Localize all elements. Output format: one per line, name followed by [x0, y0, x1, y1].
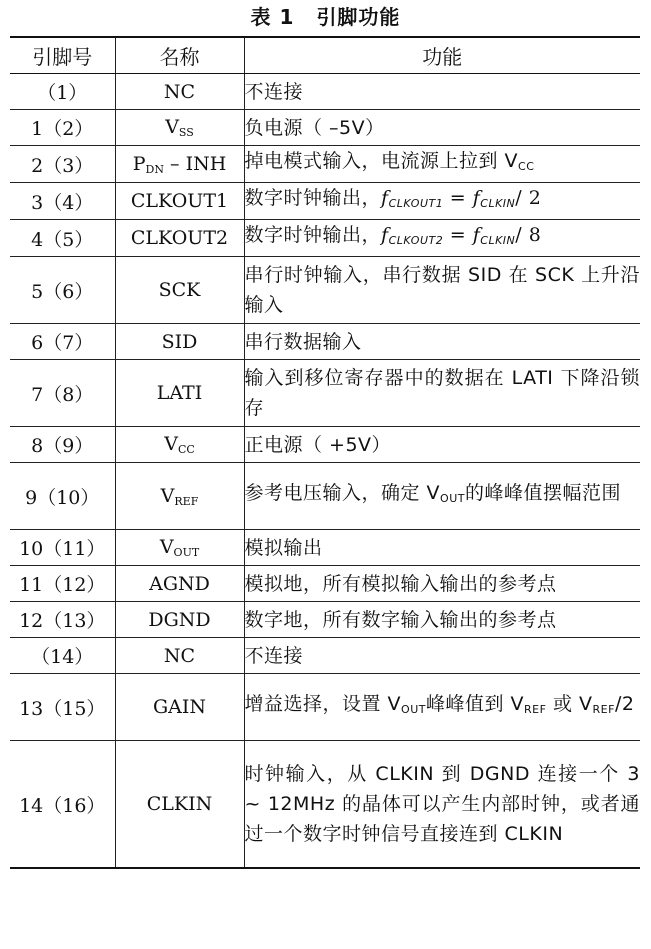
pin-function: 负电源（ –5V） [244, 110, 640, 146]
header-function: 功能 [244, 37, 640, 74]
pin-number: 8（9） [10, 427, 115, 463]
pin-name: NC [115, 74, 244, 110]
table-row [10, 324, 640, 360]
table-row [10, 110, 640, 146]
table-caption [0, 4, 651, 30]
pin-number: 2（3） [10, 146, 115, 183]
pin-name: $V_{SS}$ [115, 110, 244, 146]
pin-function: 参考电压输入，确定 $V_{OUT}$的峰峰值摆幅范围 [244, 463, 640, 530]
header-row [10, 37, 640, 74]
pin-name: SID [115, 324, 244, 360]
pin-function: 输入到移位寄存器中的数据在 LATI 下降沿锁存 [244, 360, 640, 427]
pin-number: 9（10） [10, 463, 115, 530]
pin-name: SCK [115, 257, 244, 324]
pin-function: 数字地，所有数字输入输出的参考点 [244, 602, 640, 638]
pin-function-table [10, 36, 640, 869]
pin-function: 数字时钟输出，$f_{CLKOUT2}$ = $f_{CLKIN}∕$ 8 [244, 220, 640, 257]
table-row [10, 183, 640, 220]
pin-number: （14） [10, 638, 115, 674]
table-row [10, 146, 640, 183]
table-row [10, 741, 640, 869]
pin-number: 1（2） [10, 110, 115, 146]
pin-name: CLKOUT2 [115, 220, 244, 257]
pin-name: $V_{CC}$ [115, 427, 244, 463]
pin-function: 数字时钟输出，$f_{CLKOUT1}$ = $f_{CLKIN}∕$ 2 [244, 183, 640, 220]
pin-number: （1） [10, 74, 115, 110]
pin-number: 11（12） [10, 566, 115, 602]
table-row [10, 638, 640, 674]
pin-function: 掉电模式输入，电流源上拉到 $V_{CC}$ [244, 146, 640, 183]
pin-name: CLKOUT1 [115, 183, 244, 220]
pin-number: 13（15） [10, 674, 115, 741]
table-row [10, 530, 640, 566]
pin-name: $P_{DN}$ – INH [115, 146, 244, 183]
pin-number: 5（6） [10, 257, 115, 324]
pin-name: $V_{OUT}$ [115, 530, 244, 566]
pin-function: 串行时钟输入，串行数据 SID 在 SCK 上升沿输入 [244, 257, 640, 324]
table-row [10, 360, 640, 427]
pin-name: DGND [115, 602, 244, 638]
table-row [10, 74, 640, 110]
table-row [10, 427, 640, 463]
pin-name: GAIN [115, 674, 244, 741]
pin-function: 时钟输入，从 CLKIN 到 DGND 连接一个 3 ~ 12MHz 的晶体可以产生内部时钟，或者通过一个数字时钟信号直接连到 CLKIN [244, 741, 640, 869]
pin-number: 6（7） [10, 324, 115, 360]
pin-function: 模拟地，所有模拟输入输出的参考点 [244, 566, 640, 602]
pin-number: 3（4） [10, 183, 115, 220]
pin-number: 10（11） [10, 530, 115, 566]
pin-function: 增益选择，设置 $V_{OUT}$峰峰值到 $V_{REF}$ 或 $V_{REF}∕2$ [244, 674, 640, 741]
pin-number: 14（16） [10, 741, 115, 869]
pin-number: 4（5） [10, 220, 115, 257]
pin-name: LATI [115, 360, 244, 427]
pin-name: AGND [115, 566, 244, 602]
pin-function: 不连接 [244, 638, 640, 674]
table-title: 引脚功能 [316, 5, 401, 29]
table-row [10, 220, 640, 257]
header-pin: 引脚号 [10, 37, 115, 74]
table-row [10, 674, 640, 741]
table-row [10, 566, 640, 602]
pin-number: 7（8） [10, 360, 115, 427]
pin-function: 模拟输出 [244, 530, 640, 566]
pin-function: 不连接 [244, 74, 640, 110]
table-row [10, 602, 640, 638]
pin-name: NC [115, 638, 244, 674]
pin-name: $V_{REF}$ [115, 463, 244, 530]
pin-function: 串行数据输入 [244, 324, 640, 360]
pin-number: 12（13） [10, 602, 115, 638]
pin-function: 正电源（ +5V） [244, 427, 640, 463]
pin-name: CLKIN [115, 741, 244, 869]
table-number: 表 1 [250, 5, 295, 29]
header-name: 名称 [115, 37, 244, 74]
table-row [10, 463, 640, 530]
table-row [10, 257, 640, 324]
